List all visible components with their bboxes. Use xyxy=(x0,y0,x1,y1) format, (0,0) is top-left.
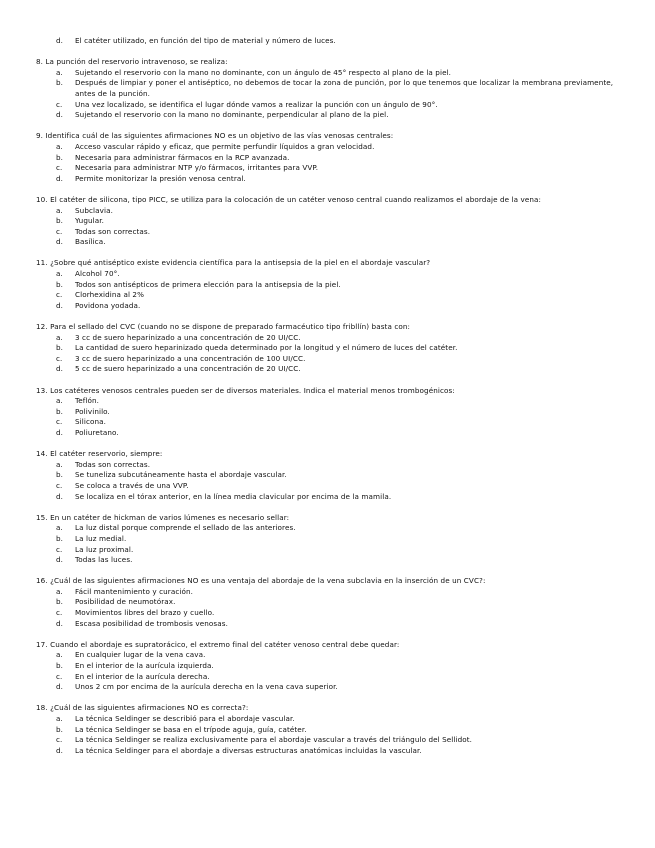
option-text: Acceso vascular rápido y eficaz, que permite perfundir líquidos a gran velocidad. xyxy=(75,141,375,151)
option-letter: a. xyxy=(56,523,63,533)
option-letter: b. xyxy=(56,343,64,353)
option-item xyxy=(36,237,618,248)
option-letter: c. xyxy=(56,226,63,236)
option-item xyxy=(36,470,618,481)
option-letter: a. xyxy=(56,586,63,596)
option-item xyxy=(36,153,618,164)
option-item xyxy=(36,354,618,365)
option-text: Permite monitorizar la presión venosa central. xyxy=(75,173,246,183)
question-text: Para el sellado del CVC (cuando no se dispone de preparado farmacéutico tipo fribllín) basta con: xyxy=(50,322,411,332)
option-text: La luz medial. xyxy=(75,533,127,543)
option-text: La luz proximal. xyxy=(75,544,134,554)
question-heading xyxy=(36,322,618,333)
option-letter: d. xyxy=(56,36,64,45)
option-letter: c. xyxy=(56,735,63,745)
question-number: 12. xyxy=(36,322,48,332)
option-letter: d. xyxy=(56,555,64,565)
option-text: Después de limpiar y poner el antiséptico, no debemos de tocar la zona de punción, por lo que tenemos que localizar la membrana previamente, antes de la punción. xyxy=(75,78,614,98)
question-block xyxy=(36,57,618,121)
option-item xyxy=(36,492,618,503)
option-item xyxy=(36,523,618,534)
option-item xyxy=(36,428,618,439)
question-text: Los catéteres venosos centrales pueden ser de diversos materiales. Indica el material menos trombogénicos: xyxy=(50,385,455,395)
option-text: Todos son antisépticos de primera elección para la antisepsia de la piel. xyxy=(75,279,341,289)
option-item xyxy=(36,227,618,238)
option-letter: c. xyxy=(56,163,63,173)
option-item xyxy=(36,301,618,312)
option-letter: c. xyxy=(56,480,63,490)
option-letter: b. xyxy=(56,78,64,88)
option-letter: c. xyxy=(56,417,63,427)
option-letter: a. xyxy=(56,269,63,279)
question-number: 15. xyxy=(36,512,48,522)
option-item xyxy=(36,460,618,471)
option-item xyxy=(36,746,618,757)
question-block xyxy=(36,449,618,502)
question-block xyxy=(36,195,618,248)
option-letter: c. xyxy=(56,544,63,554)
option-letter: c. xyxy=(56,671,63,681)
option-letter: d. xyxy=(56,110,64,120)
option-item xyxy=(36,163,618,174)
option-text: Subclavia. xyxy=(75,205,113,215)
question-number: 10. xyxy=(36,194,48,204)
option-text: Unos 2 cm por encima de la aurícula derecha en la vena cava superior. xyxy=(75,682,338,692)
option-text: La luz distal porque comprende el sellado de las anteriores. xyxy=(75,523,296,533)
question-text: ¿Sobre qué antiséptico existe evidencia científica para la antisepsia de la piel en el abordaje vascular? xyxy=(50,258,431,268)
question-block xyxy=(36,513,618,566)
option-letter: c. xyxy=(56,99,63,109)
option-letter: a. xyxy=(56,459,63,469)
option-list xyxy=(36,460,618,502)
question-text: La punción del reservorio intravenoso, se realiza: xyxy=(45,57,228,67)
option-item xyxy=(36,597,618,608)
question-heading xyxy=(36,57,618,68)
question-number: 11. xyxy=(36,258,48,268)
option-letter: d. xyxy=(56,745,64,755)
option-text: Se localiza en el tórax anterior, en la línea media clavicular por encima de la mamila. xyxy=(75,491,392,501)
question-heading xyxy=(36,131,618,142)
option-item xyxy=(36,555,618,566)
question-number: 9. xyxy=(36,131,44,141)
option-item xyxy=(36,545,618,556)
question-heading xyxy=(36,513,618,524)
option-item xyxy=(36,481,618,492)
option-text: 3 cc de suero heparinizado a una concentración de 100 UI/CC. xyxy=(75,353,306,363)
option-text: Alcohol 70°. xyxy=(75,269,120,279)
option-text: El catéter utilizado, en función del tipo de material y número de luces. xyxy=(75,36,336,45)
option-item xyxy=(36,587,618,598)
question-number: 16. xyxy=(36,576,48,586)
option-item xyxy=(36,682,618,693)
option-letter: d. xyxy=(56,427,64,437)
option-item xyxy=(36,364,618,375)
option-item xyxy=(36,216,618,227)
option-list xyxy=(36,396,618,438)
option-item xyxy=(36,714,618,725)
option-item xyxy=(36,68,618,79)
option-text: Poliuretano. xyxy=(75,427,119,437)
question-block xyxy=(36,703,618,756)
option-letter: b. xyxy=(56,279,64,289)
option-item xyxy=(36,100,618,111)
option-letter: d. xyxy=(56,237,64,247)
option-item xyxy=(36,407,618,418)
option-item xyxy=(36,206,618,217)
option-item xyxy=(36,661,618,672)
question-text: Cuando el abordaje es supratorácico, el extremo final del catéter venoso central debe quedar: xyxy=(50,639,400,649)
option-list xyxy=(36,333,618,375)
question-heading xyxy=(36,386,618,397)
option-text: En el interior de la aurícula izquierda. xyxy=(75,661,214,671)
option-text: Yugular. xyxy=(75,216,105,226)
option-text: Necesaria para administrar fármacos en la RCP avanzada. xyxy=(75,152,290,162)
option-letter: c. xyxy=(56,290,63,300)
question-heading xyxy=(36,576,618,587)
option-text: En el interior de la aurícula derecha. xyxy=(75,671,210,681)
option-letter: d. xyxy=(56,491,64,501)
option-text: 5 cc de suero heparinizado a una concentración de 20 UI/CC. xyxy=(75,364,301,374)
option-text: Escasa posibilidad de trombosis venosas. xyxy=(75,618,228,628)
option-letter: a. xyxy=(56,650,63,660)
option-text: Todas son correctas. xyxy=(75,459,151,469)
option-text: Posibilidad de neumotórax. xyxy=(75,597,176,607)
question-block xyxy=(36,258,618,311)
option-text: Movimientos libres del brazo y cuello. xyxy=(75,608,215,618)
option-list xyxy=(36,142,618,184)
option-text: Una vez localizado, se identifica el lugar dónde vamos a realizar la punción con un ángulo de 90°. xyxy=(75,99,438,109)
option-text: Necesaria para administrar NTP y/o fármacos, irritantes para VVP. xyxy=(75,163,319,173)
option-text: 3 cc de suero heparinizado a una concentración de 20 UI/CC. xyxy=(75,332,301,342)
option-text: Polivinilo. xyxy=(75,406,110,416)
question-heading xyxy=(36,258,618,269)
option-text: En cualquier lugar de la vena cava. xyxy=(75,650,206,660)
option-text: Sujetando el reservorio con la mano no dominante, con un ángulo de 45° respecto al plano de la piel. xyxy=(75,67,452,77)
question-text: ¿Cuál de las siguientes afirmaciones NO es una ventaja del abordaje de la vena subclavia en la inserción de un CVC?: xyxy=(50,576,486,586)
option-letter: a. xyxy=(56,332,63,342)
option-letter: b. xyxy=(56,152,64,162)
option-text: Todas las luces. xyxy=(75,555,133,565)
question-block xyxy=(36,576,618,629)
option-item xyxy=(36,78,618,99)
option-item xyxy=(36,534,618,545)
question-text: El catéter reservorio, siempre: xyxy=(50,449,163,459)
option-letter: b. xyxy=(56,406,64,416)
option-list xyxy=(36,523,618,565)
option-letter: b. xyxy=(56,597,64,607)
option-letter: d. xyxy=(56,364,64,374)
option-list xyxy=(36,587,618,629)
option-letter: a. xyxy=(56,714,63,723)
option-letter: b. xyxy=(56,216,64,226)
question-list xyxy=(36,57,618,756)
question-number: 18. xyxy=(36,703,48,713)
question-block xyxy=(36,386,618,439)
question-text: ¿Cuál de las siguientes afirmaciones NO es correcta?: xyxy=(50,703,249,713)
option-letter: b. xyxy=(56,470,64,480)
document-page xyxy=(36,36,618,767)
option-text: Povidona yodada. xyxy=(75,300,141,310)
option-text: Teflón. xyxy=(75,396,100,406)
option-letter: d. xyxy=(56,618,64,628)
option-item xyxy=(36,735,618,746)
option-letter: d. xyxy=(56,173,64,183)
option-item xyxy=(36,396,618,407)
option-letter: a. xyxy=(56,67,63,77)
option-list xyxy=(36,714,618,756)
question-block xyxy=(36,640,618,693)
option-letter: c. xyxy=(56,608,63,618)
option-text: La técnica Seldinger se basa en el trípode aguja, guía, catéter. xyxy=(75,724,307,734)
option-letter: a. xyxy=(56,141,63,151)
option-letter: b. xyxy=(56,661,64,671)
option-text: La técnica Seldinger se realiza exclusivamente para el abordaje vascular a través del triángulo del Sellidot. xyxy=(75,735,473,745)
option-item xyxy=(36,650,618,661)
question-heading xyxy=(36,195,618,206)
option-letter: b. xyxy=(56,724,64,734)
option-item xyxy=(36,619,618,630)
question-number: 17. xyxy=(36,639,48,649)
option-letter: a. xyxy=(56,396,63,406)
option-text: Todas son correctas. xyxy=(75,226,151,236)
option-item xyxy=(36,417,618,428)
option-item xyxy=(36,290,618,301)
option-item xyxy=(36,608,618,619)
option-text: Fácil mantenimiento y curación. xyxy=(75,586,194,596)
question-number: 13. xyxy=(36,385,48,395)
option-text: Silicona. xyxy=(75,417,107,427)
option-text: Sujetando el reservorio con la mano no dominante, perpendicular al plano de la piel. xyxy=(75,110,389,120)
continued-option xyxy=(36,36,618,47)
question-text: Identifica cuál de las siguientes afirmaciones NO es un objetivo de las vías venosas centrales: xyxy=(45,131,394,141)
option-list xyxy=(36,269,618,311)
option-text: La técnica Seldinger para el abordaje a diversas estructuras anatómicas incluidas la vascular. xyxy=(75,745,422,755)
option-item xyxy=(36,343,618,354)
option-letter: d. xyxy=(56,300,64,310)
option-item xyxy=(36,142,618,153)
question-number: 8. xyxy=(36,57,44,67)
option-list xyxy=(36,206,618,248)
option-item xyxy=(36,672,618,683)
question-block xyxy=(36,322,618,375)
question-number: 14. xyxy=(36,449,48,459)
option-letter: a. xyxy=(56,205,63,215)
option-letter: b. xyxy=(56,533,64,543)
option-text: Basílica. xyxy=(75,237,106,247)
question-block xyxy=(36,131,618,184)
question-text: En un catéter de hickman de varios lúmenes es necesario sellar: xyxy=(50,512,290,522)
question-heading xyxy=(36,703,618,714)
option-item xyxy=(36,110,618,121)
option-list xyxy=(36,650,618,692)
option-list xyxy=(36,68,618,121)
option-text: Se coloca a través de una VVP. xyxy=(75,480,189,490)
option-item xyxy=(36,333,618,344)
option-item xyxy=(36,174,618,185)
option-text: Se tuneliza subcutáneamente hasta el abordaje vascular. xyxy=(75,470,287,480)
question-text: El catéter de silicona, tipo PICC, se utiliza para la colocación de un catéter venoso central cuando realizamos el abordaje de la vena: xyxy=(50,194,542,204)
question-heading xyxy=(36,449,618,460)
option-item xyxy=(36,280,618,291)
option-item xyxy=(36,269,618,280)
option-item xyxy=(36,725,618,736)
question-heading xyxy=(36,640,618,651)
option-text: La cantidad de suero heparinizado queda determinado por la longitud y el número de luces del catéter. xyxy=(75,343,458,353)
option-text: La técnica Seldinger se describió para el abordaje vascular. xyxy=(75,714,295,723)
option-letter: d. xyxy=(56,682,64,692)
option-text: Clorhexidina al 2% xyxy=(75,290,145,300)
option-letter: c. xyxy=(56,353,63,363)
